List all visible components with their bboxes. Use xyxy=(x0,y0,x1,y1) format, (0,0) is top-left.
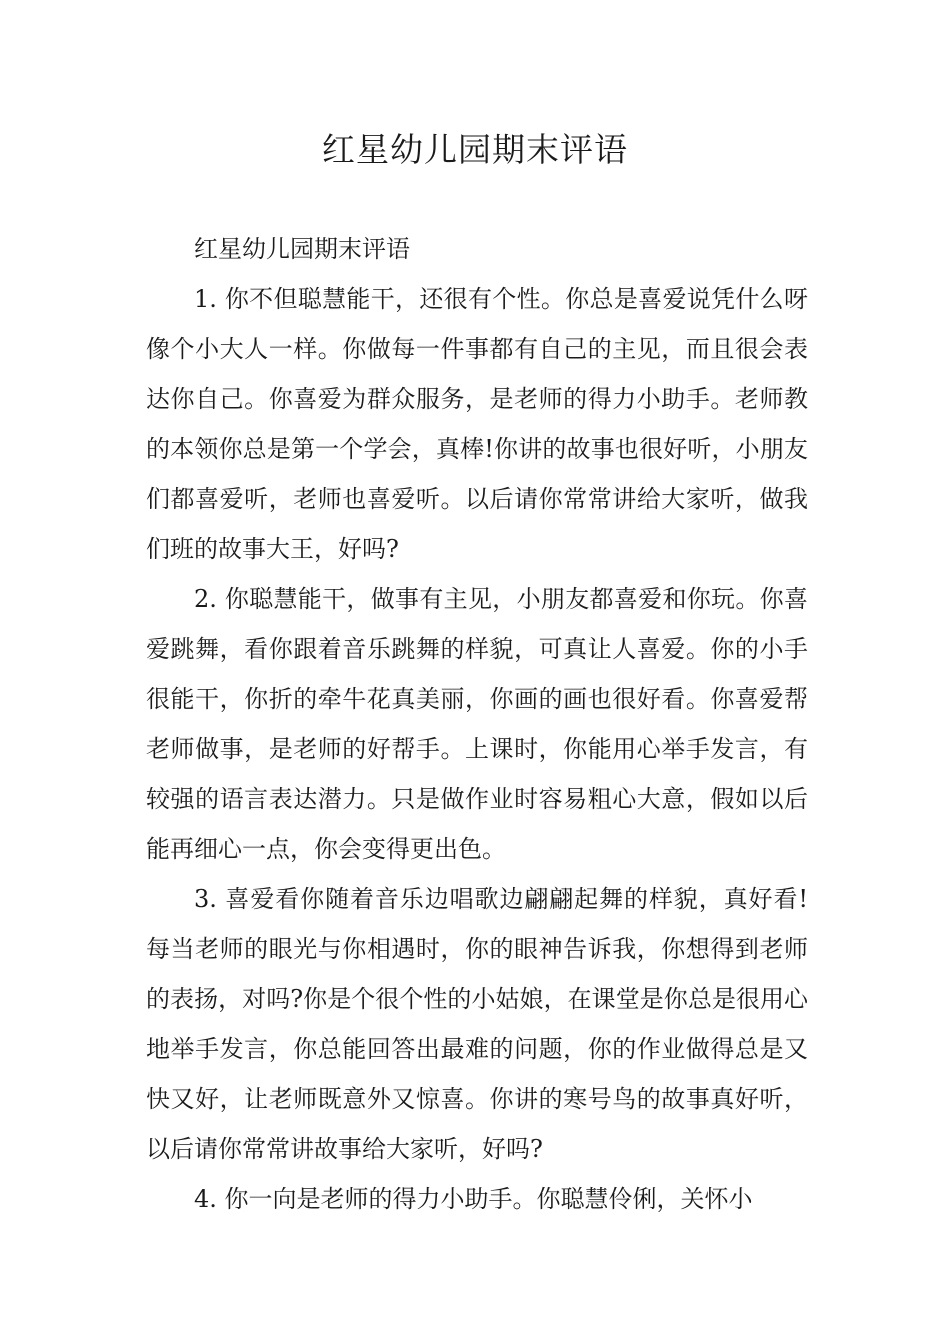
subtitle-paragraph: 红星幼儿园期末评语 xyxy=(194,235,410,263)
document-body xyxy=(146,224,808,1224)
comment-paragraph-3: 3. 喜爱看你随着音乐边唱歌边翩翩起舞的样貌，真好看!每当老师的眼光与你相遇时，你的眼神告诉我，你想得到老师的表扬，对吗?你是个很个性的小姑娘，在课堂是你总是很用心地举手发言，你总能回答出最难的问题，你的作业做得总是又快又好，让老师既意外又惊喜。你讲的寒号鸟的故事真好听，以后请你常常讲故事给大家听，好吗? xyxy=(146,885,808,1163)
document-title: 红星幼儿园期末评语 xyxy=(322,130,628,169)
comment-paragraph-4: 4. 你一向是老师的得力小助手。你聪慧伶俐，关怀小 xyxy=(194,1185,753,1213)
comment-paragraph-2: 2. 你聪慧能干，做事有主见，小朋友都喜爱和你玩。你喜爱跳舞，看你跟着音乐跳舞的样貌，可真让人喜爱。你的小手很能干，你折的牵牛花真美丽，你画的画也很好看。你喜爱帮老师做事，是老师的好帮手。上课时，你能用心举手发言，有较强的语言表达潜力。只是做作业时容易粗心大意，假如以后能再细心一点，你会变得更出色。 xyxy=(146,585,808,863)
comment-paragraph-1: 1. 你不但聪慧能干，还很有个性。你总是喜爱说凭什么呀像个小大人一样。你做每一件事都有自己的主见，而且很会表达你自己。你喜爱为群众服务，是老师的得力小助手。老师教的本领你总是第一个学会，真棒!你讲的故事也很好听，小朋友们都喜爱听，老师也喜爱听。以后请你常常讲给大家听，做我们班的故事大王，好吗? xyxy=(146,285,808,563)
